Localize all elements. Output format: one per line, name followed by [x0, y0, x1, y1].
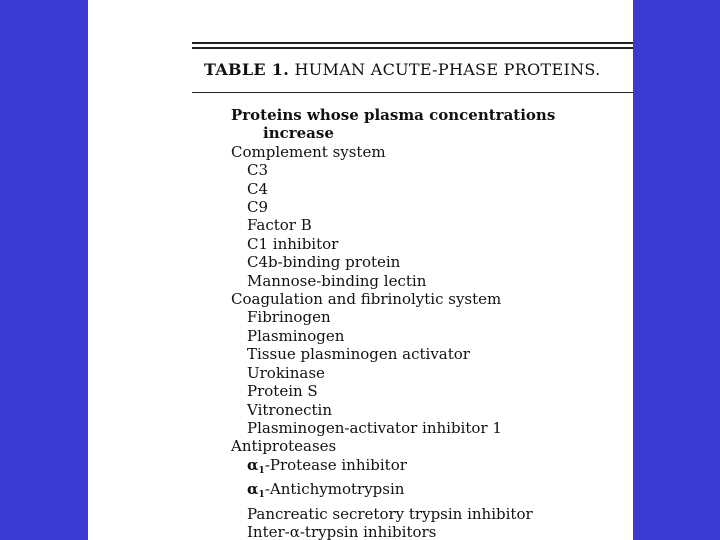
list-item: Vitronectin: [247, 400, 333, 419]
list-item: Urokinase: [247, 363, 325, 382]
group-heading-coagulation: Coagulation and fibrinolytic system: [231, 290, 502, 309]
top-double-rule-1: [192, 42, 633, 44]
list-item: Factor B: [247, 216, 312, 235]
list-item: Plasminogen-activator inhibitor 1: [247, 418, 502, 437]
alpha-symbol: α: [247, 455, 259, 474]
subscript: 1: [258, 490, 265, 501]
list-item: C3: [247, 161, 269, 180]
title-underline-rule: [192, 92, 633, 93]
list-item: Protein S: [247, 382, 318, 401]
list-item: Inter-α-trypsin inhibitors: [247, 522, 437, 540]
list-item: Mannose-binding lectin: [247, 271, 427, 290]
list-item: C9: [247, 198, 269, 217]
list-item: Tissue plasminogen activator: [247, 345, 470, 364]
group-heading-antiproteases: Antiproteases: [231, 437, 337, 456]
table-label: TABLE 1.: [204, 60, 290, 79]
list-item: C4b-binding protein: [247, 253, 401, 272]
list-item: Pancreatic secretory trypsin inhibitor: [247, 504, 533, 523]
list-item: C1 inhibitor: [247, 234, 339, 253]
protein-list: [231, 106, 555, 540]
group-heading-complement: Complement system: [231, 142, 386, 161]
list-item-text: -Antichymotrypsin: [264, 480, 405, 499]
list-item: [231, 456, 555, 480]
list-item: C4: [247, 179, 269, 198]
list-item: [231, 480, 555, 504]
section-heading-cont: increase: [263, 124, 334, 143]
top-double-rule-2: [192, 47, 633, 49]
section-heading: Proteins whose plasma concentrations: [231, 106, 556, 124]
list-item: Fibrinogen: [247, 308, 331, 327]
document-page: [88, 0, 633, 540]
list-item: Plasminogen: [247, 326, 345, 345]
list-item-text: -Protease inhibitor: [264, 455, 407, 474]
table-title: [204, 60, 600, 79]
alpha-symbol: α: [247, 480, 259, 499]
table-title-text: HUMAN ACUTE-PHASE PROTEINS.: [294, 60, 601, 79]
subscript: 1: [258, 465, 265, 476]
